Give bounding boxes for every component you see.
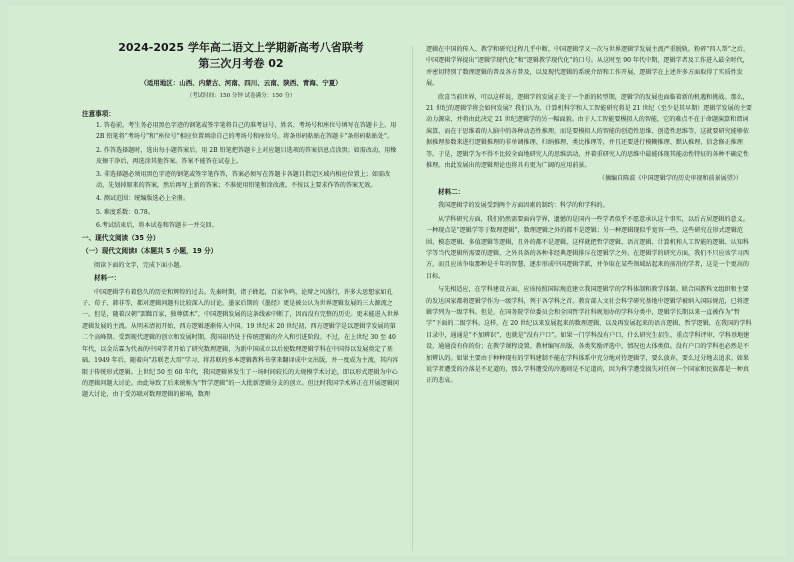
left-column <box>82 40 400 401</box>
material-1-source: （摘编自陈波《中国逻辑学的历史审视和前景展望》） <box>598 175 742 183</box>
note-1: 1. 答卷前，考生务必用黑色字迹的钢笔或签字笔将自己的准考证号、姓名、考场号和座位号填写在答题卡上。用 2B 铅笔将“考场号”和“座位号”相应位置填涂自己的考场号和座位号。将条形码粘贴在答题卡“条形码粘贴处”。 <box>96 122 397 141</box>
page-title-line1: 2024-2025 学年高二语文上学期新高考八省联考 <box>118 41 364 54</box>
material-2-paragraph-1: 我国逻辑学的发展受到两个方面因素的制约：科学的和学科的。 <box>438 202 609 210</box>
exam-meta: （考试时间：150 分钟 试卷满分：150 分） <box>186 93 296 100</box>
subsection-heading: （一）现代文阅读Ⅰ（本题共 5 小题，19 分） <box>82 247 218 256</box>
page-title-line2: 第三次月考卷 02 <box>198 57 284 70</box>
applicable-regions: （适用地区：山西、内蒙古、河南、四川、云南、陕西、青海、宁夏） <box>140 79 342 87</box>
note-4: 4. 测试范围：统编版选必上全册。 <box>96 195 190 203</box>
column-divider <box>412 46 413 551</box>
note-2: 2. 作答选择题时，选出每小题答案后，用 2B 铅笔把答题卡上对应题目选项的答案信息点涂黑；如需改动，用橡皮擦干净后，再选涂其他答案。答案不能答在试卷上。 <box>96 146 397 165</box>
reading-instruction: 阅读下面的文字，完成下面小题。 <box>94 261 186 269</box>
material-2-paragraph-3: 与先相适应，在学科建设方面，应该按照国际规范建立我国逻辑学的学科体制和教学体制。联合国教科文组织和主要的发达国家都将逻辑学作为一级学科，列于各学科之首。教育部人文社会科学研究基地中逻辑学被纳入国际规范，已将逻辑学列为一级学科。但是，在国务院学位委员会和全国哲学社科规划办的学科分类中，逻辑学长期以来一直被作为“哲学”下面的二级学科。这样，在 20 世纪以来发展起来的数理逻辑，以及再发展起来的语言逻辑、哲学逻辑，在我国的学科目录中，通通是“不加辨识”，也就是“没有户口”。如果一门学科没有户口，什么研究生招生、重点学科评审、学科基地建设，通通没有你的份；在教学课程设置、教材编写出版、各类奖励评选中，情况也大体类似。没有户口的学科也必然是不加辨认的。如果主要由于种种现有的学科建制不能在学科体系中充分地对待逻辑学，要么放弃，要么过分地去追求。如果说学者遭受的冷落是不足道的，那么学科遭受的冷遇则是不足道的，因为科学遭受损失对任何一个国家和民族都是一种真正的悲哀。 <box>426 286 752 385</box>
right-column <box>426 44 752 387</box>
material-2-paragraph-2: 从学科研究方面，我们仍然需要面向学界，遗憾的是国内一些学者似乎不愿意承认这个事实，以后占居逻辑的意义。一种现点是“逻辑学等于数理逻辑”，数理逻辑之外的都不是逻辑；另一种逻辑现似乎宽容一些，这些研究在形式逻辑范围、模态逻辑、多值逻辑等逻辑，且外的都不是逻辑。这样就把哲学逻辑、语言逻辑、计算机和人工智能的逻辑、认知科学等当代逻辑所需要的逻辑，之外具备的各种非经典逻辑排斥在逻辑学之外。在逻辑学的研究方面，我们不只应该学习西方，而且应该争取那种是千年的智慧，逐步形成中国逻辑学派，并争取在某些领域站起来的前沿的学者，这是一个更高的目标。 <box>426 215 749 280</box>
material-1-label: 材料一： <box>94 274 121 283</box>
material-2-label: 材料二： <box>438 187 465 196</box>
note-5: 5. 难度系数：0.78。 <box>96 208 154 216</box>
note-3: 3. 非选择题必须用黑色字迹的钢笔或签字笔作答，答案必须写在答题卡各题目指定区域内相应位置上；如需改动，先划掉原来的答案，然后再写上新的答案；不准使用铅笔和涂改液。不按以上要求作答的答案无效。 <box>96 171 391 190</box>
note-6: 6.考试结束后，将本试卷和答题卡一并交回。 <box>96 221 218 229</box>
notes-heading: 注意事项： <box>82 109 115 118</box>
exam-page <box>8 6 786 556</box>
material-1-continued: 逻辑在中国的传入、教学和研究过程几乎中断，中国逻辑学又一次与世界逻辑学发展主流严重脱轨。粉碎“四人帮”之后，中国逻辑学界提出“逻辑学现代化”和“逻辑教学现代化”的口号。从这时至 90 年代中期，逻辑学者及工作进入最全时代，并密切特别了数理逻辑的普及各方普及，以及现代逻辑的系统介绍和工作开展，逻辑学在上述许多方面取得了实质性发展。 <box>426 46 750 88</box>
section-heading: 一、现代文阅读（35 分） <box>82 234 160 243</box>
material-1-paragraph: 中国逻辑学有着悠久的历史和辉煌的过去。先秦时期，诸子蜂起，百家争鸣，论辩之风盛行，许多大思想家如孔子、荀子、韩非等，都对逻辑问题有比较深入的讨论。墨家后期的《墨经》更是被公认为世界逻辑发展的三大源流之一。但是，随着汉朝“罢黜百家，独尊儒术”，中国逻辑发展的这条线索中断了，因而没有完整的历史。更未能进入世界逻辑发展的主流。从明末清初开始，西方逻辑逐渐传入中国。19 世纪末 20 世纪初，西方逻辑学是以逻辑学发展的第二个高峰期。受到现代逻辑的创立和发展时期，我国却仍处于传统逻辑的介入和引进阶段。不过，在上世纪 30 至 40 年代，以金岳霖为代表的中国学者开始了研究数理逻辑，为新中国成立以后使数理逻辑学科在中国得以发展奠定了基础。1949 年后，随着向“苏联老大哥”学习，将苏联的多本逻辑教科书拿来翻译成中文出版，并一度成为主流，其内容限于传统形式逻辑。上世纪 50 至 60 年代，我国逻辑界发生了一场时间较长的大规模学术讨论，即以形式逻辑为中心的逻辑问题大讨论。由此导致了后来统称为“哲学逻辑”的一大批新逻辑分支的创立。但比时我国学术界正在开展逻辑问题大讨论，由于受苏联对数理逻辑的影响，数理 <box>82 288 400 399</box>
material-1-paragraph-2: 欣喜当前世界，可以这样说，逻辑学的发展正处于一个新的转型期，逻辑学的发展也面临着新的机遇和挑战。那么，21 世纪的逻辑学将会如何发展？我们认为，计算机科学和人工智能研究将是 21 世纪（至少是其早期）逻辑学发展的主要动力源泉，并将由此决定 21 世纪逻辑学的另一幅面貌。由于人工智能要模拟人的智能，它的难点不在于命题演算和谓词演算，而在于思维着的人脑中的各种动态性推理，而是要模拟人的智能的创造性思维、创造性思维等，这就要研究能够依据推理参数来进行逻辑推理的非单调推理、归纳推理、类比推理等，并且还要进行模糊推理、默认推理、信念修正推理等。于是，逻辑学为不得不比较全面地研究人的思维活动，并着重研究人的思维中最能体现其能动性特征的各种不确定性推理。由此发展出的逻辑理论也将具有更为广阔的应用前景。 <box>426 93 753 170</box>
